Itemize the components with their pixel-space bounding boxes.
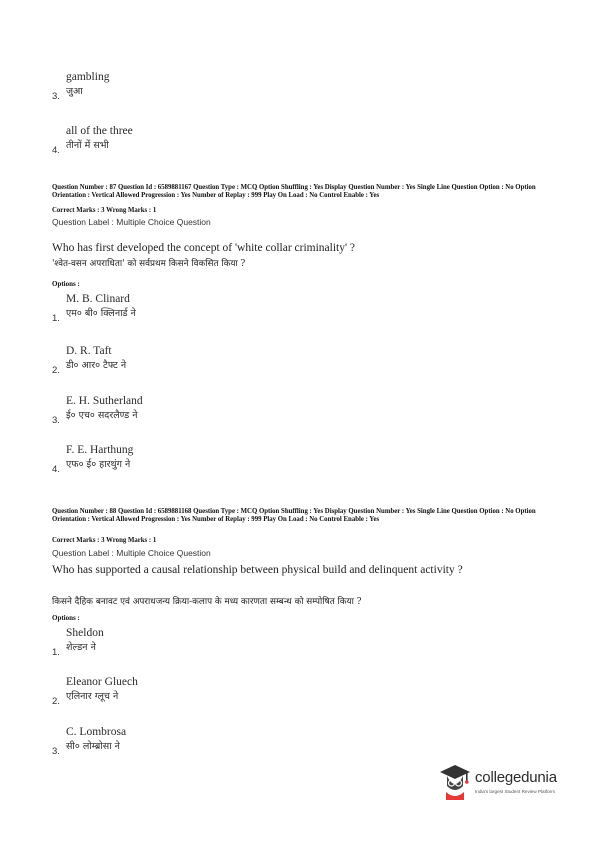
option-hindi: शेल्डन ने	[66, 642, 96, 653]
question-87-marks: Correct Marks : 3 Wrong Marks : 1	[52, 207, 157, 214]
graduate-mascot-icon	[437, 762, 473, 802]
option-english: D. R. Taft	[66, 345, 112, 357]
option-number: 1.	[52, 647, 60, 658]
question-88-text-hindi: किसने दैहिक बनावट एवं अपराधजन्य क्रिया-कलाप के मध्य कारणता सम्बन्ध को सम्पोषित किया ?	[52, 597, 362, 607]
option-english: C. Lombrosa	[66, 726, 127, 738]
option-number: 3.	[52, 746, 60, 757]
option-number: 1.	[52, 313, 60, 324]
option-hindi: डी० आर० टैफ्ट ने	[66, 360, 127, 371]
question-87-label: Question Label : Multiple Choice Question	[52, 217, 211, 227]
option-number: 4.	[52, 145, 60, 156]
option-hindi: सी० लोम्ब्रोसा ने	[66, 741, 120, 752]
logo-brand: collegedunia	[475, 769, 557, 786]
option-english: all of the three	[66, 125, 133, 137]
option-english: gambling	[66, 71, 110, 83]
question-87-text-english: Who has first developed the concept of 'white collar criminality' ?	[52, 242, 356, 254]
option-hindi: जुआ	[66, 86, 83, 97]
question-87-text-hindi: 'श्वेत-वसन अपराधिता' को सर्वप्रथम किसने विकसित किया ?	[52, 259, 246, 269]
option-number: 2.	[52, 365, 60, 376]
option-english: M. B. Clinard	[66, 293, 130, 305]
question-87-meta: Question Number : 87 Question Id : 6589881167 Question Type : MCQ Option Shuffling : Yes Display Question Number : Yes Single Line Question Option : No Option Orientation : Vertical Allowed Progression : Yes Number of Replay : 999 Play On Load : No Control Enable : Yes	[52, 184, 536, 199]
option-english: E. H. Sutherland	[66, 395, 143, 407]
option-hindi: एम० बी० क्लिनार्ड ने	[66, 308, 136, 319]
option-english: F. E. Harthung	[66, 444, 134, 456]
option-number: 2.	[52, 696, 60, 707]
option-hindi: तीनों में सभी	[66, 140, 109, 151]
option-number: 3.	[52, 415, 60, 426]
logo-tagline: India's largest Student Review Platform	[475, 789, 556, 794]
option-hindi: ई० एच० सदरलैण्ड ने	[66, 410, 138, 421]
option-english: Sheldon	[66, 627, 104, 639]
option-hindi: एलिनार ग्लूच ने	[66, 691, 119, 702]
question-88-meta: Question Number : 88 Question Id : 6589881168 Question Type : MCQ Option Shuffling : Yes Display Question Number : Yes Single Line Question Option : No Option Orientation : Vertical Allowed Progression : Yes Number of Replay : 999 Play On Load : No Control Enable : Yes	[52, 508, 536, 523]
option-number: 4.	[52, 464, 60, 475]
question-88-options-label: Options :	[52, 614, 80, 622]
question-87-options-label: Options :	[52, 280, 80, 288]
collegedunia-logo[interactable]	[437, 762, 577, 802]
question-88-label: Question Label : Multiple Choice Question	[52, 548, 211, 558]
question-88-text-english: Who has supported a causal relationship between physical build and delinquent activity ?	[52, 564, 463, 576]
option-english: Eleanor Gluech	[66, 676, 138, 688]
option-hindi: एफ० ई० हारथुंग ने	[66, 459, 131, 470]
question-88-marks: Correct Marks : 3 Wrong Marks : 1	[52, 537, 157, 544]
option-number: 3.	[52, 91, 60, 102]
